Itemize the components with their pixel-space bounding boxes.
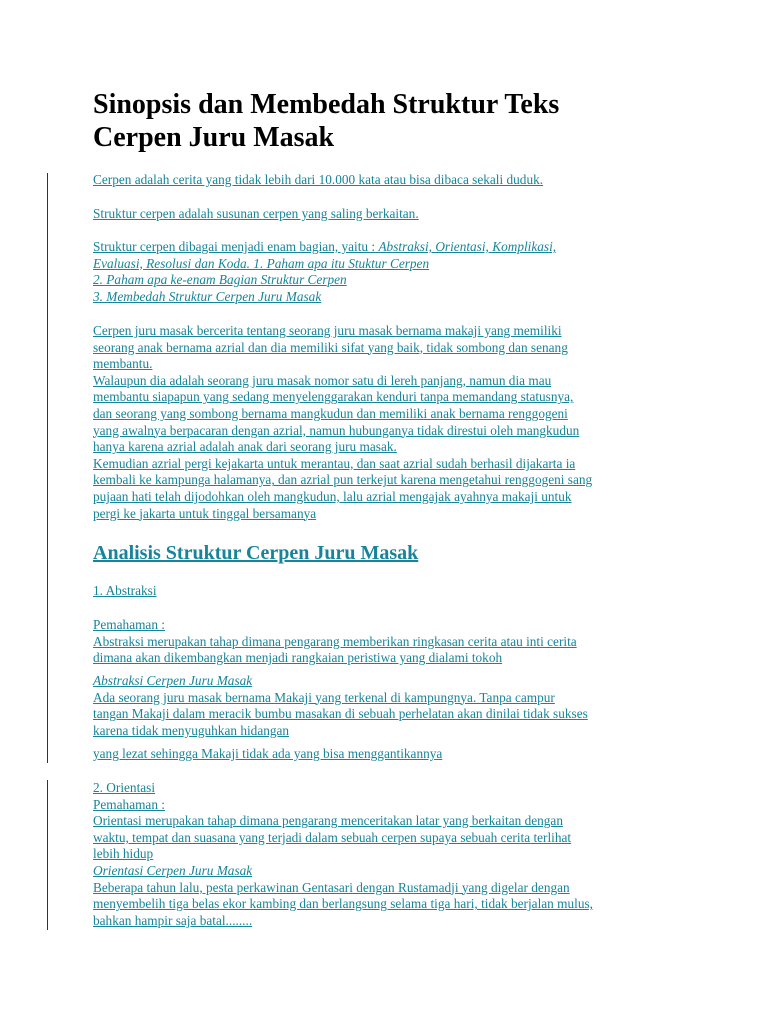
text-line: Evaluasi, Resolusi dan Koda. 1. Paham apa itu Stuktur Cerpen (93, 255, 430, 271)
text-line: membantu. (93, 356, 153, 372)
text-line: lebih hidup (93, 846, 154, 862)
text-line: yang lezat sehingga Makaji tidak ada yang bisa menggantikannya (93, 746, 443, 761)
text-line: dan seorang yang sombong bernama mangkudun dan memiliki anak bernama renggogeni (93, 405, 568, 421)
text-line: 3. Membedah Struktur Cerpen Juru Masak (93, 288, 322, 304)
text-line: Beberapa tahun lalu, pesta perkawinan Gentasari dengan Rustamadji yang digelar dengan (93, 879, 570, 895)
structure-link[interactable] (93, 206, 693, 223)
text-line: tangan Makaji dalam meracik bumbu masakan di sebuah perhelatan akan dinilai tidak sukses (93, 706, 588, 722)
text-line: Struktur cerpen adalah susunan cerpen yang saling berkaitan. (93, 206, 419, 221)
text-run-italic: Abstraksi, Orientasi, Komplikasi, (378, 239, 557, 254)
text-line: waktu, tempat dan suasana yang terjadi dalam sebuah cerpen supaya sebuah cerita terlihat (93, 829, 572, 845)
title-line: Sinopsis dan Membedah Struktur Teks (93, 89, 560, 120)
text-line: 1. Abstraksi (93, 583, 157, 598)
title-line: Cerpen Juru Masak (93, 122, 335, 153)
parts-paragraph[interactable] (93, 239, 693, 305)
text-line: Orientasi Cerpen Juru Masak (93, 862, 253, 878)
text-line: Abstraksi merupakan tahap dimana pengarang memberikan ringkasan cerita atau inti cerita (93, 633, 577, 649)
text-line: pujaan hati telah dijodohkan oleh mangkudun, lalu azrial mengajak ayahnya makaji untuk (93, 488, 572, 504)
text-line: menyembelih tiga belas ekor kambing dan berlangsung selama tiga hari, tidak berjalan mulus, (93, 896, 593, 912)
text-line: bahkan hampir saja batal........ (93, 912, 253, 928)
synopsis-paragraph[interactable] (93, 323, 693, 522)
abstraksi-example-cont[interactable] (93, 746, 693, 763)
text-line: pergi ke jakarta untuk tinggal bersamanya (93, 505, 317, 521)
text-line: Cerpen adalah cerita yang tidak lebih dari 10.000 kata atau bisa dibaca sekali duduk. (93, 172, 544, 187)
abstraksi-example[interactable] (93, 673, 693, 739)
orientasi-section[interactable] (93, 780, 693, 929)
text-line (93, 239, 693, 256)
text-line: hanya karena azrial adalah anak dari seorang juru masak. (93, 439, 397, 455)
text-line: karena tidak menyuguhkan hidangan (93, 722, 290, 738)
text-line: Walaupun dia adalah seorang juru masak nomor satu di lereh panjang, namun dia mau (93, 372, 552, 388)
text-line: kembali ke kampunga halamanya, dan azrial pun terkejut karena mengetahui renggogeni sang (93, 472, 593, 488)
definition-link[interactable] (93, 172, 693, 189)
text-line: yang awalnya berpacaran dengan azrial, namun hubunganya tidak direstui oleh mangkudun (93, 422, 580, 438)
text-line: 2. Orientasi (93, 780, 156, 795)
section-heading[interactable]: Analisis Struktur Cerpen Juru Masak (93, 542, 419, 564)
text-line: membantu siapapun yang sedang menyelenggarakan kenduri tanpa memandang statusnya, (93, 389, 574, 405)
abstraksi-definition[interactable] (93, 617, 693, 667)
margin-bar-top (47, 173, 48, 763)
text-line: Orientasi merupakan tahap dimana pengarang menceritakan latar yang berkaitan dengan (93, 813, 563, 829)
text-run: Struktur cerpen dibagai menjadi enam bagian, yaitu : (93, 239, 379, 254)
abstraksi-number[interactable] (93, 583, 693, 600)
text-line: Kemudian azrial pergi kejakarta untuk merantau, dan saat azrial sudah berhasil dijakarta ia (93, 455, 576, 471)
text-line: Ada seorang juru masak bernama Makaji yang terkenal di kampungnya. Tanpa campur (93, 689, 555, 705)
text-line: Cerpen juru masak bercerita tentang seorang juru masak bernama makaji yang memiliki (93, 323, 562, 338)
margin-bar-bottom (47, 780, 48, 930)
text-line: Abstraksi Cerpen Juru Masak (93, 673, 253, 688)
page-title (93, 88, 693, 154)
text-line: Pemahaman : (93, 617, 166, 632)
text-line: Pemahaman : (93, 796, 166, 812)
text-line: dimana akan dikembangkan menjadi rangkaian peristiwa yang dialami tokoh (93, 650, 503, 666)
text-line: seorang anak bernama azrial dan dia memiliki sifat yang baik, tidak sombong dan senang (93, 339, 568, 355)
text-line: 2. Paham apa ke-enam Bagian Struktur Cerpen (93, 272, 347, 288)
